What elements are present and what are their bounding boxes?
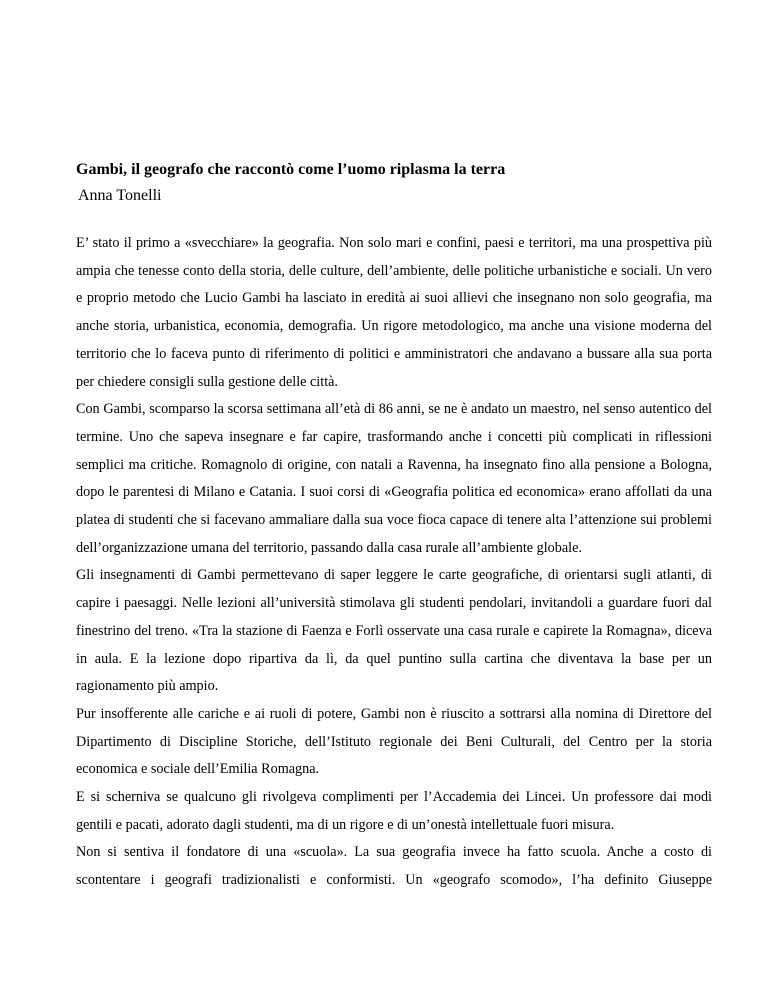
- article-paragraph: E’ stato il primo a «svecchiare» la geografia. Non solo mari e confini, paesi e territori, ma una prospettiva più ampia che tenesse conto della storia, delle culture, dell’ambiente, delle politiche urbanistiche e sociali. Un vero e proprio metodo che Lucio Gambi ha lasciato in eredità ai suoi allievi che insegnano non solo geografia, ma anche storia, urbanistica, economia, demografia. Un rigore metodologico, ma anche una visione moderna del territorio che lo faceva punto di riferimento di politici e amministratori che andavano a bussare alla sua porta per chiedere consigli sulla gestione delle città.: [76, 235, 712, 390]
- article-paragraph: Non si sentiva il fondatore di una «scuola». La sua geografia invece ha fatto scuola. Anche a costo di scontentare i geografi tradizionalisti e conformisti. Un «geografo scomodo», l’ha definito Giuseppe: [76, 844, 712, 889]
- article-paragraph: Pur insofferente alle cariche e ai ruoli di potere, Gambi non è riuscito a sottrarsi alla nomina di Direttore del Dipartimento di Discipline Storiche, dell’Istituto regionale dei Beni Culturali, del Centro per la storia economica e sociale dell’Emilia Romagna.: [76, 705, 712, 778]
- article-title: Gambi, il geografo che raccontò come l’uomo riplasma la terra: [76, 161, 506, 178]
- article-paragraph: Con Gambi, scomparso la scorsa settimana all’età di 86 anni, se ne è andato un maestro, nel senso autentico del termine. Uno che sapeva insegnare e far capire, trasformando anche i concetti più complicati in riflessioni semplici ma critiche. Romagnolo di origine, con natali a Ravenna, ha insegnato fino alla pensione a Bologna, dopo le parentesi di Milano e Catania. I suoi corsi di «Geografia politica ed economica» erano affollati da una platea di studenti che si facevano ammaliare dalla sua voce fioca capace di tenere alta l’attenzione sui problemi dell’organizzazione umana del territorio, passando dalla casa rurale all’ambiente globale.: [76, 401, 712, 556]
- article-author: Anna Tonelli: [78, 187, 162, 204]
- article-paragraph: Gli insegnamenti di Gambi permettevano di saper leggere le carte geografiche, di orientarsi sugli atlanti, di capire i paesaggi. Nelle lezioni all’università stimolava gli studenti pendolari, invitandoli a guardare fuori dal finestrino del treno. «Tra la stazione di Faenza e Forlì osservate una casa rurale e capirete la Romagna», diceva in aula. E la lezione dopo ripartiva da lì, da quel puntino sulla cartina che diventava la base per un ragionamento più ampio.: [76, 567, 712, 695]
- article-body: [76, 230, 712, 895]
- article-paragraph: E si scherniva se qualcuno gli rivolgeva complimenti per l’Accademia dei Lincei. Un professore dai modi gentili e pacati, adorato dagli studenti, ma di un rigore e di un’onestà intellettuale fuori misura.: [76, 789, 712, 833]
